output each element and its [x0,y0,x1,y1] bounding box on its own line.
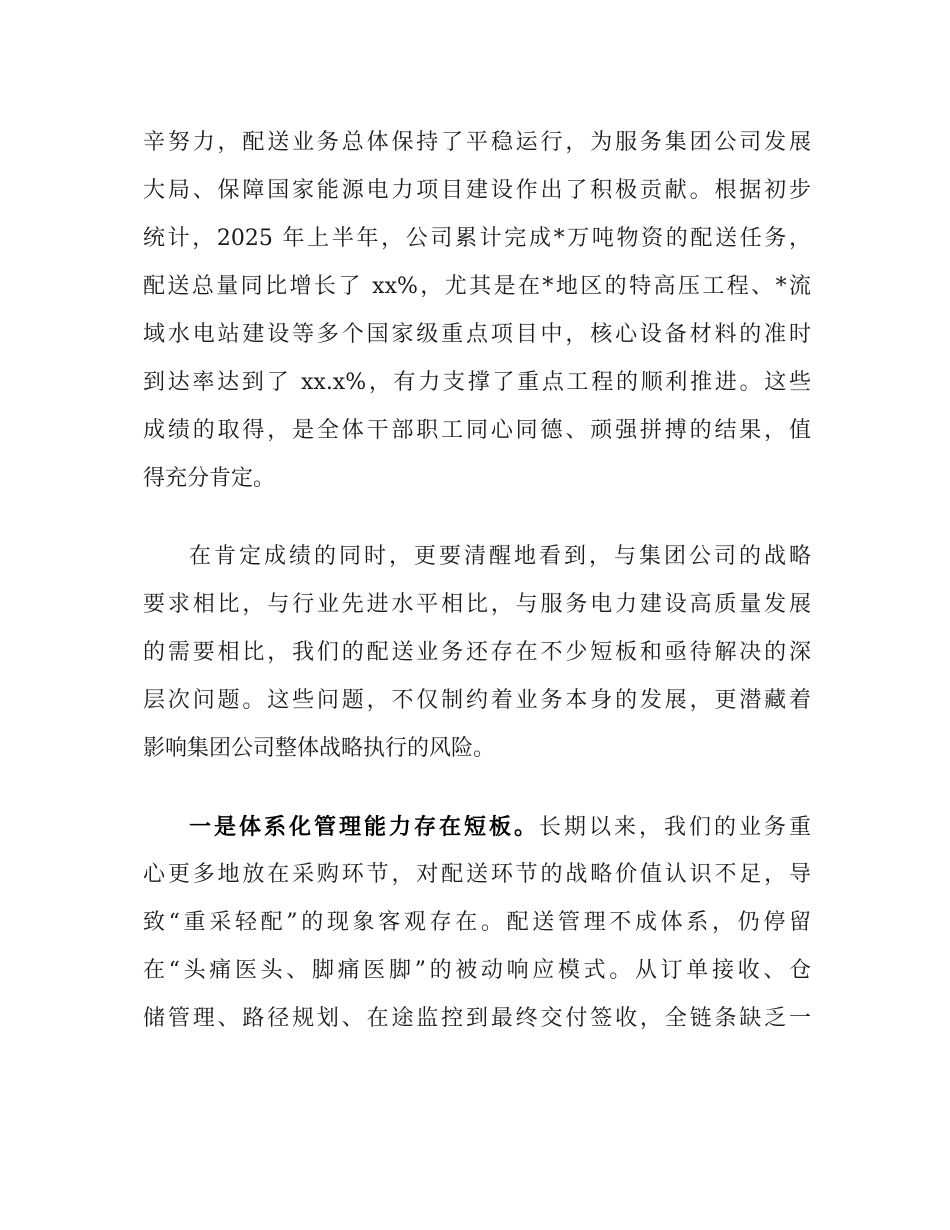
text-line: 域水电站建设等多个国家级重点项目中，核心设备材料的准时 [143,322,811,347]
text-line: 储管理、路径规划、在途监控到最终交付签收，全链条缺乏一 [143,1006,811,1031]
text-line: 辛努力，配送业务总体保持了平稳运行，为服务集团公司发展 [143,130,811,155]
text-line: 大局、保障国家能源电力项目建设作出了积极贡献。根据初步 [143,178,811,203]
text-line: 在“头痛医头、脚痛医脚”的被动响应模式。从订单接收、仓 [143,958,811,983]
text-line: 层次问题。这些问题，不仅制约着业务本身的发展，更潜藏着 [143,688,811,713]
text-line [189,812,811,842]
text-line: 要求相比，与行业先进水平相比，与服务电力建设高质量发展 [143,592,811,617]
text-line: 配送总量同比增长了 xx%，尤其是在*地区的特高压工程、*流 [143,274,811,299]
section-heading: 一是体系化管理能力存在短板。 [189,814,539,840]
text-line: 心更多地放在采购环节，对配送环节的战略价值认识不足，导 [143,862,811,887]
text-line: 得充分肯定。 [143,466,276,491]
text-line: 统计，2025 年上半年，公司累计完成*万吨物资的配送任务， [143,226,811,251]
text-span: 长期以来，我们的业务重 [538,815,811,840]
text-line: 成绩的取得，是全体干部职工同心同德、顽强拼搏的结果，值 [143,418,811,443]
text-line: 致“重采轻配”的现象客观存在。配送管理不成体系，仍停留 [143,910,811,935]
text-line: 到达率达到了 xx.x%，有力支撑了重点工程的顺利推进。这些 [143,370,811,395]
text-line: 在肯定成绩的同时，更要清醒地看到，与集团公司的战略 [189,544,811,569]
text-line: 的需要相比，我们的配送业务还存在不少短板和亟待解决的深 [143,640,811,665]
text-line: 影响集团公司整体战略执行的风险。 [143,736,496,761]
